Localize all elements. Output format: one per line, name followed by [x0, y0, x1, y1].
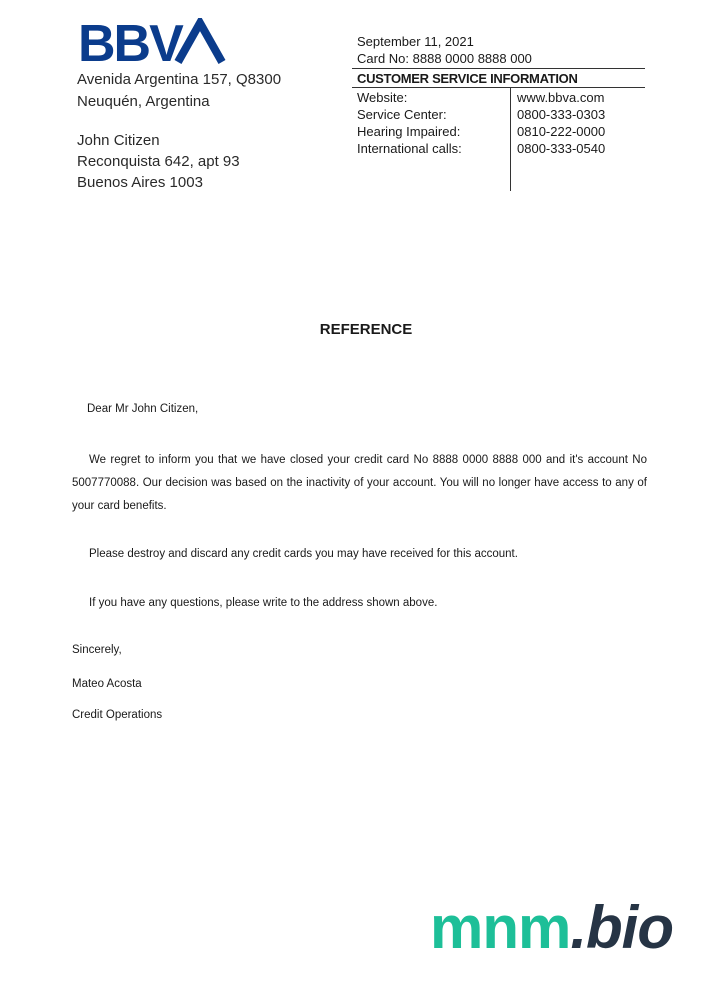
cs-label: Service Center:: [357, 107, 447, 122]
cs-value: 0800-333-0303: [517, 107, 606, 122]
recipient-name: John Citizen: [77, 132, 160, 149]
cs-label: International calls:: [357, 141, 462, 156]
paragraph-3: If you have any questions, please write to the address shown above.: [89, 597, 438, 609]
watermark: [430, 893, 673, 962]
watermark-part1: mnm: [430, 894, 571, 961]
paragraph-1: We regret to inform you that we have closed your credit card No 8888 0000 8888 000 and it's account No 5007770088. Our decision was based on the inactivity of your account. You will no longer have access to any of your card benefits.: [72, 454, 647, 512]
card-number: Card No: 8888 0000 8888 000: [357, 51, 532, 66]
bbva-logo: [78, 18, 228, 66]
paragraph-2: Please destroy and discard any credit cards you may have received for this account.: [89, 548, 518, 560]
cs-value: 0800-333-0540: [517, 141, 606, 156]
customer-service-heading: CUSTOMER SERVICE INFORMATION: [357, 71, 578, 86]
cs-label: Website:: [357, 90, 408, 105]
recipient-city: Buenos Aires 1003: [77, 174, 203, 191]
cs-label: Hearing Impaired:: [357, 124, 461, 139]
salutation: Dear Mr John Citizen,: [87, 403, 199, 415]
svg-text:BBV: BBV: [78, 18, 182, 66]
letter-date: September 11, 2021: [357, 34, 474, 49]
sender-address-line1: Avenida Argentina 157, Q8300: [77, 71, 282, 88]
watermark-part2: .bio: [570, 894, 673, 961]
sender-address-line2: Neuquén, Argentina: [77, 93, 210, 110]
divider: [352, 87, 645, 88]
cs-value-website: www.bbva.com: [517, 90, 605, 105]
divider: [352, 68, 645, 69]
signer-department: Credit Operations: [72, 709, 163, 721]
cs-value: 0810-222-0000: [517, 124, 606, 139]
signer-name: Mateo Acosta: [72, 678, 142, 690]
closing: Sincerely,: [72, 644, 122, 656]
column-divider: [510, 87, 511, 191]
recipient-street: Reconquista 642, apt 93: [77, 153, 240, 170]
letter-title: REFERENCE: [319, 321, 413, 338]
